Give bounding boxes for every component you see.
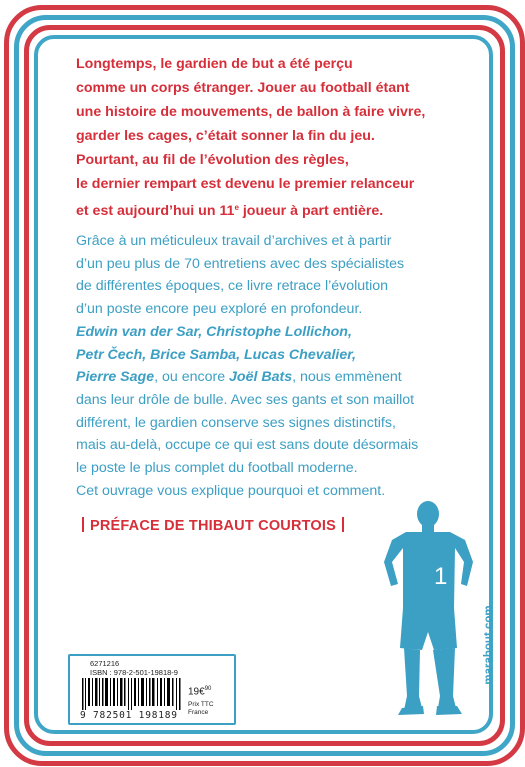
intro-line: garder les cages, c’était sonner la fin du jeu. <box>76 128 375 144</box>
description-line: mais au-delà, occupe ce qui est sans doute désormais <box>76 437 419 454</box>
names-emphasis: Pierre Sage <box>76 369 155 386</box>
intro-line: une histoire de mouvements, de ballon à faire vivre, <box>76 104 426 120</box>
website-text: marabout.com <box>483 605 495 685</box>
description-line: le poste le plus complet du football moderne. <box>76 460 358 477</box>
names-emphasis: Petr Čech, Brice Samba, Lucas Chevalier, <box>76 346 356 363</box>
preface-text: PRÉFACE DE THIBAUT COURTOIS <box>90 518 337 534</box>
intro-text: et est aujourd’hui un 11 <box>76 203 235 219</box>
website-label <box>481 585 497 705</box>
description-line: Grâce à un méticuleux travail d’archives et à partir <box>76 233 392 249</box>
description-line: dans leur drôle de bulle. Avec ses gants et son maillot <box>76 391 415 408</box>
divider-bar <box>82 517 84 532</box>
divider-bar <box>342 517 344 532</box>
names-line <box>76 321 456 344</box>
ean-digits: 9 782501 198189 <box>80 710 178 721</box>
description-line: Cet ouvrage vous explique pourquoi et comment. <box>76 482 386 499</box>
names-line <box>76 344 456 367</box>
ordinal-suffix: e <box>234 203 239 212</box>
description-line: de différentes époques, ce livre retrace l’évolution <box>76 278 389 295</box>
goalkeeper-silhouette-icon <box>370 500 480 725</box>
intro-text: joueur à part entière. <box>238 203 384 219</box>
description-line: différent, le gardien conserve ses signes distinctifs, <box>76 414 396 431</box>
names-emphasis: Edwin van der Sar, Christophe Lollichon, <box>76 323 352 340</box>
product-code: 6271216 <box>90 659 120 668</box>
description-line: d’un peu plus de 70 entretiens avec des spécialistes <box>76 255 405 272</box>
price-note-line: Prix TTC <box>188 701 214 708</box>
intro-line: Pourtant, au fil de l’évolution des règles, <box>76 152 349 168</box>
connector-text: , nous emmènent <box>292 369 402 386</box>
price-cents: 90 <box>204 686 212 692</box>
intro-line-last <box>76 196 456 223</box>
preface-credit <box>76 517 350 534</box>
description-paragraph <box>76 230 456 502</box>
description-line: d’un poste encore peu exploré en profondeur. <box>76 301 363 318</box>
intro-line: le dernier rempart est devenu le premier relanceur <box>76 176 415 192</box>
jersey-number: 1 <box>434 563 448 590</box>
connector-text: , ou encore <box>154 369 230 386</box>
barcode-icon <box>82 678 182 710</box>
isbn-text: ISBN : 978-2-501-19818-9 <box>90 668 178 677</box>
intro-paragraph <box>76 52 456 223</box>
names-emphasis: Joël Bats <box>229 369 293 386</box>
intro-line: comme un corps étranger. Jouer au football étant <box>76 80 410 96</box>
price-note <box>188 701 214 716</box>
price-note-line: France <box>188 708 209 716</box>
price <box>188 686 211 697</box>
barcode-panel <box>68 654 236 725</box>
price-main: 19€ <box>188 686 205 698</box>
names-line <box>76 366 456 389</box>
intro-line: Longtemps, le gardien de but a été perçu <box>76 56 353 72</box>
